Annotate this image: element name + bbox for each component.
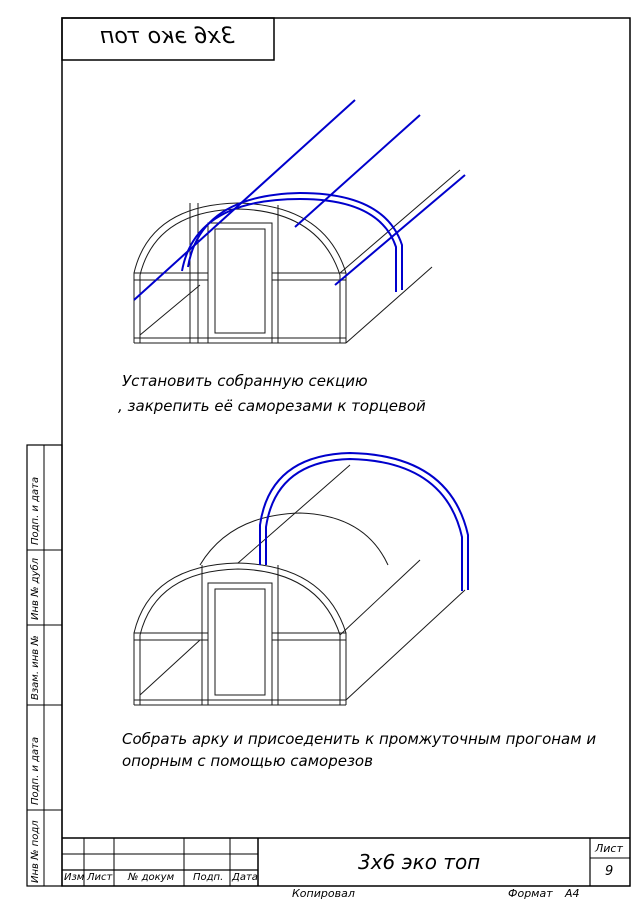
stamp-col-doc: № докум bbox=[128, 872, 175, 883]
side-label-podp-data-1: Подп. и дата bbox=[30, 476, 41, 545]
side-label-vzam-inv: Взам. инв № bbox=[30, 635, 41, 700]
side-label-inv-dubl: Инв № дубл bbox=[30, 557, 41, 620]
stamp-sheet-number: 9 bbox=[605, 864, 614, 879]
greenhouse-drawing-2 bbox=[120, 445, 540, 715]
stamp-col-sign: Подп. bbox=[193, 872, 224, 883]
caption-2-line-1: Собрать арку и присоеденить к промжуточным прогонам и bbox=[122, 730, 597, 748]
side-label-podp-data-2: Подп. и дата bbox=[30, 736, 41, 805]
top-label: 3х6 эко топ bbox=[100, 24, 235, 49]
stamp-col-date: Дата bbox=[232, 872, 258, 883]
caption-1-line-1: Установить собранную секцию bbox=[122, 372, 368, 390]
stamp-col-list: Лист bbox=[87, 872, 113, 883]
greenhouse-drawing-1 bbox=[120, 95, 540, 355]
footer-format-value: А4 bbox=[565, 887, 580, 900]
footer-copied: Копировал bbox=[292, 887, 355, 900]
stamp-col-izm: Изм bbox=[64, 872, 85, 883]
side-label-inv-podl: Инв № подл bbox=[30, 820, 41, 883]
footer-format-label: Формат bbox=[508, 887, 553, 900]
stamp-title: 3х6 эко топ bbox=[358, 850, 481, 874]
caption-1-line-2: , закрепить её саморезами к торцевой bbox=[118, 397, 426, 415]
caption-2-line-2: опорным с помощью саморезов bbox=[122, 752, 373, 770]
stamp-sheet-label: Лист bbox=[595, 842, 623, 855]
